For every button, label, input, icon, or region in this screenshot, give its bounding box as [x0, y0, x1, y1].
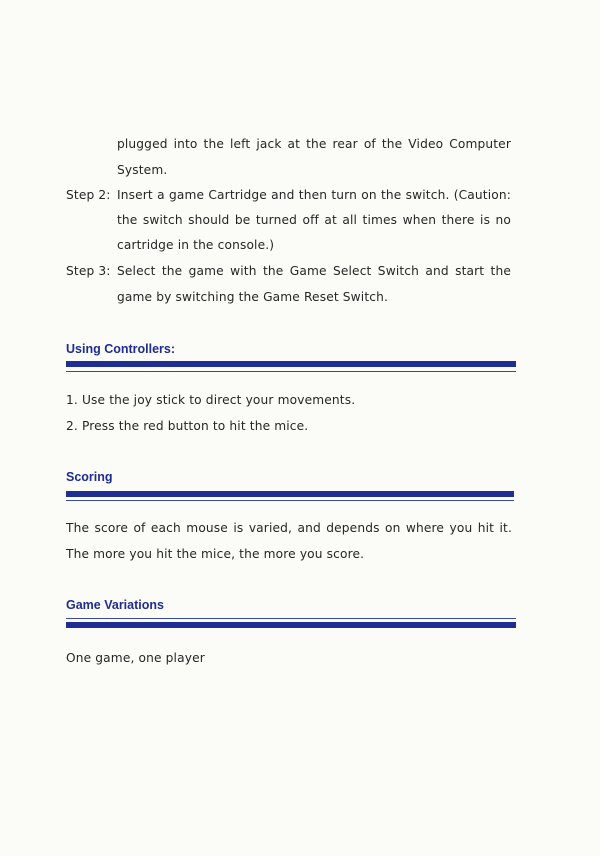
controllers-divider [66, 361, 516, 367]
step-2-line-2: the switch should be turned off at all times when there is no [117, 213, 511, 227]
intro-line-2: System. [117, 163, 168, 177]
scoring-line-2: The more you hit the mice, the more you score. [66, 547, 365, 561]
controllers-item-2: 2. Press the red button to hit the mice. [66, 419, 309, 433]
step-3-label: Step 3: [66, 264, 111, 278]
step-3-line-2: game by switching the Game Reset Switch. [117, 290, 389, 304]
controllers-heading: Using Controllers: [66, 342, 176, 356]
variations-divider-top-rule [66, 618, 516, 619]
step-2-label: Step 2: [66, 188, 111, 202]
scoring-heading: Scoring [66, 470, 113, 484]
scoring-divider-rule [66, 500, 514, 501]
step-2-line-3: cartridge in the console.) [117, 238, 275, 252]
variations-text: One game, one player [66, 651, 205, 665]
variations-divider [66, 622, 516, 628]
scoring-divider [66, 491, 514, 497]
controllers-divider-rule [66, 371, 516, 372]
step-3-line-1: Select the game with the Game Select Switch and start the [117, 264, 511, 278]
variations-heading: Game Variations [66, 598, 164, 612]
step-2-line-1: Insert a game Cartridge and then turn on the switch. (Caution: [117, 188, 511, 202]
scoring-line-1: The score of each mouse is varied, and depends on where you hit it. [66, 521, 512, 535]
controllers-item-1: 1. Use the joy stick to direct your movements. [66, 393, 356, 407]
intro-line-1: plugged into the left jack at the rear of the Video Computer [117, 137, 511, 151]
